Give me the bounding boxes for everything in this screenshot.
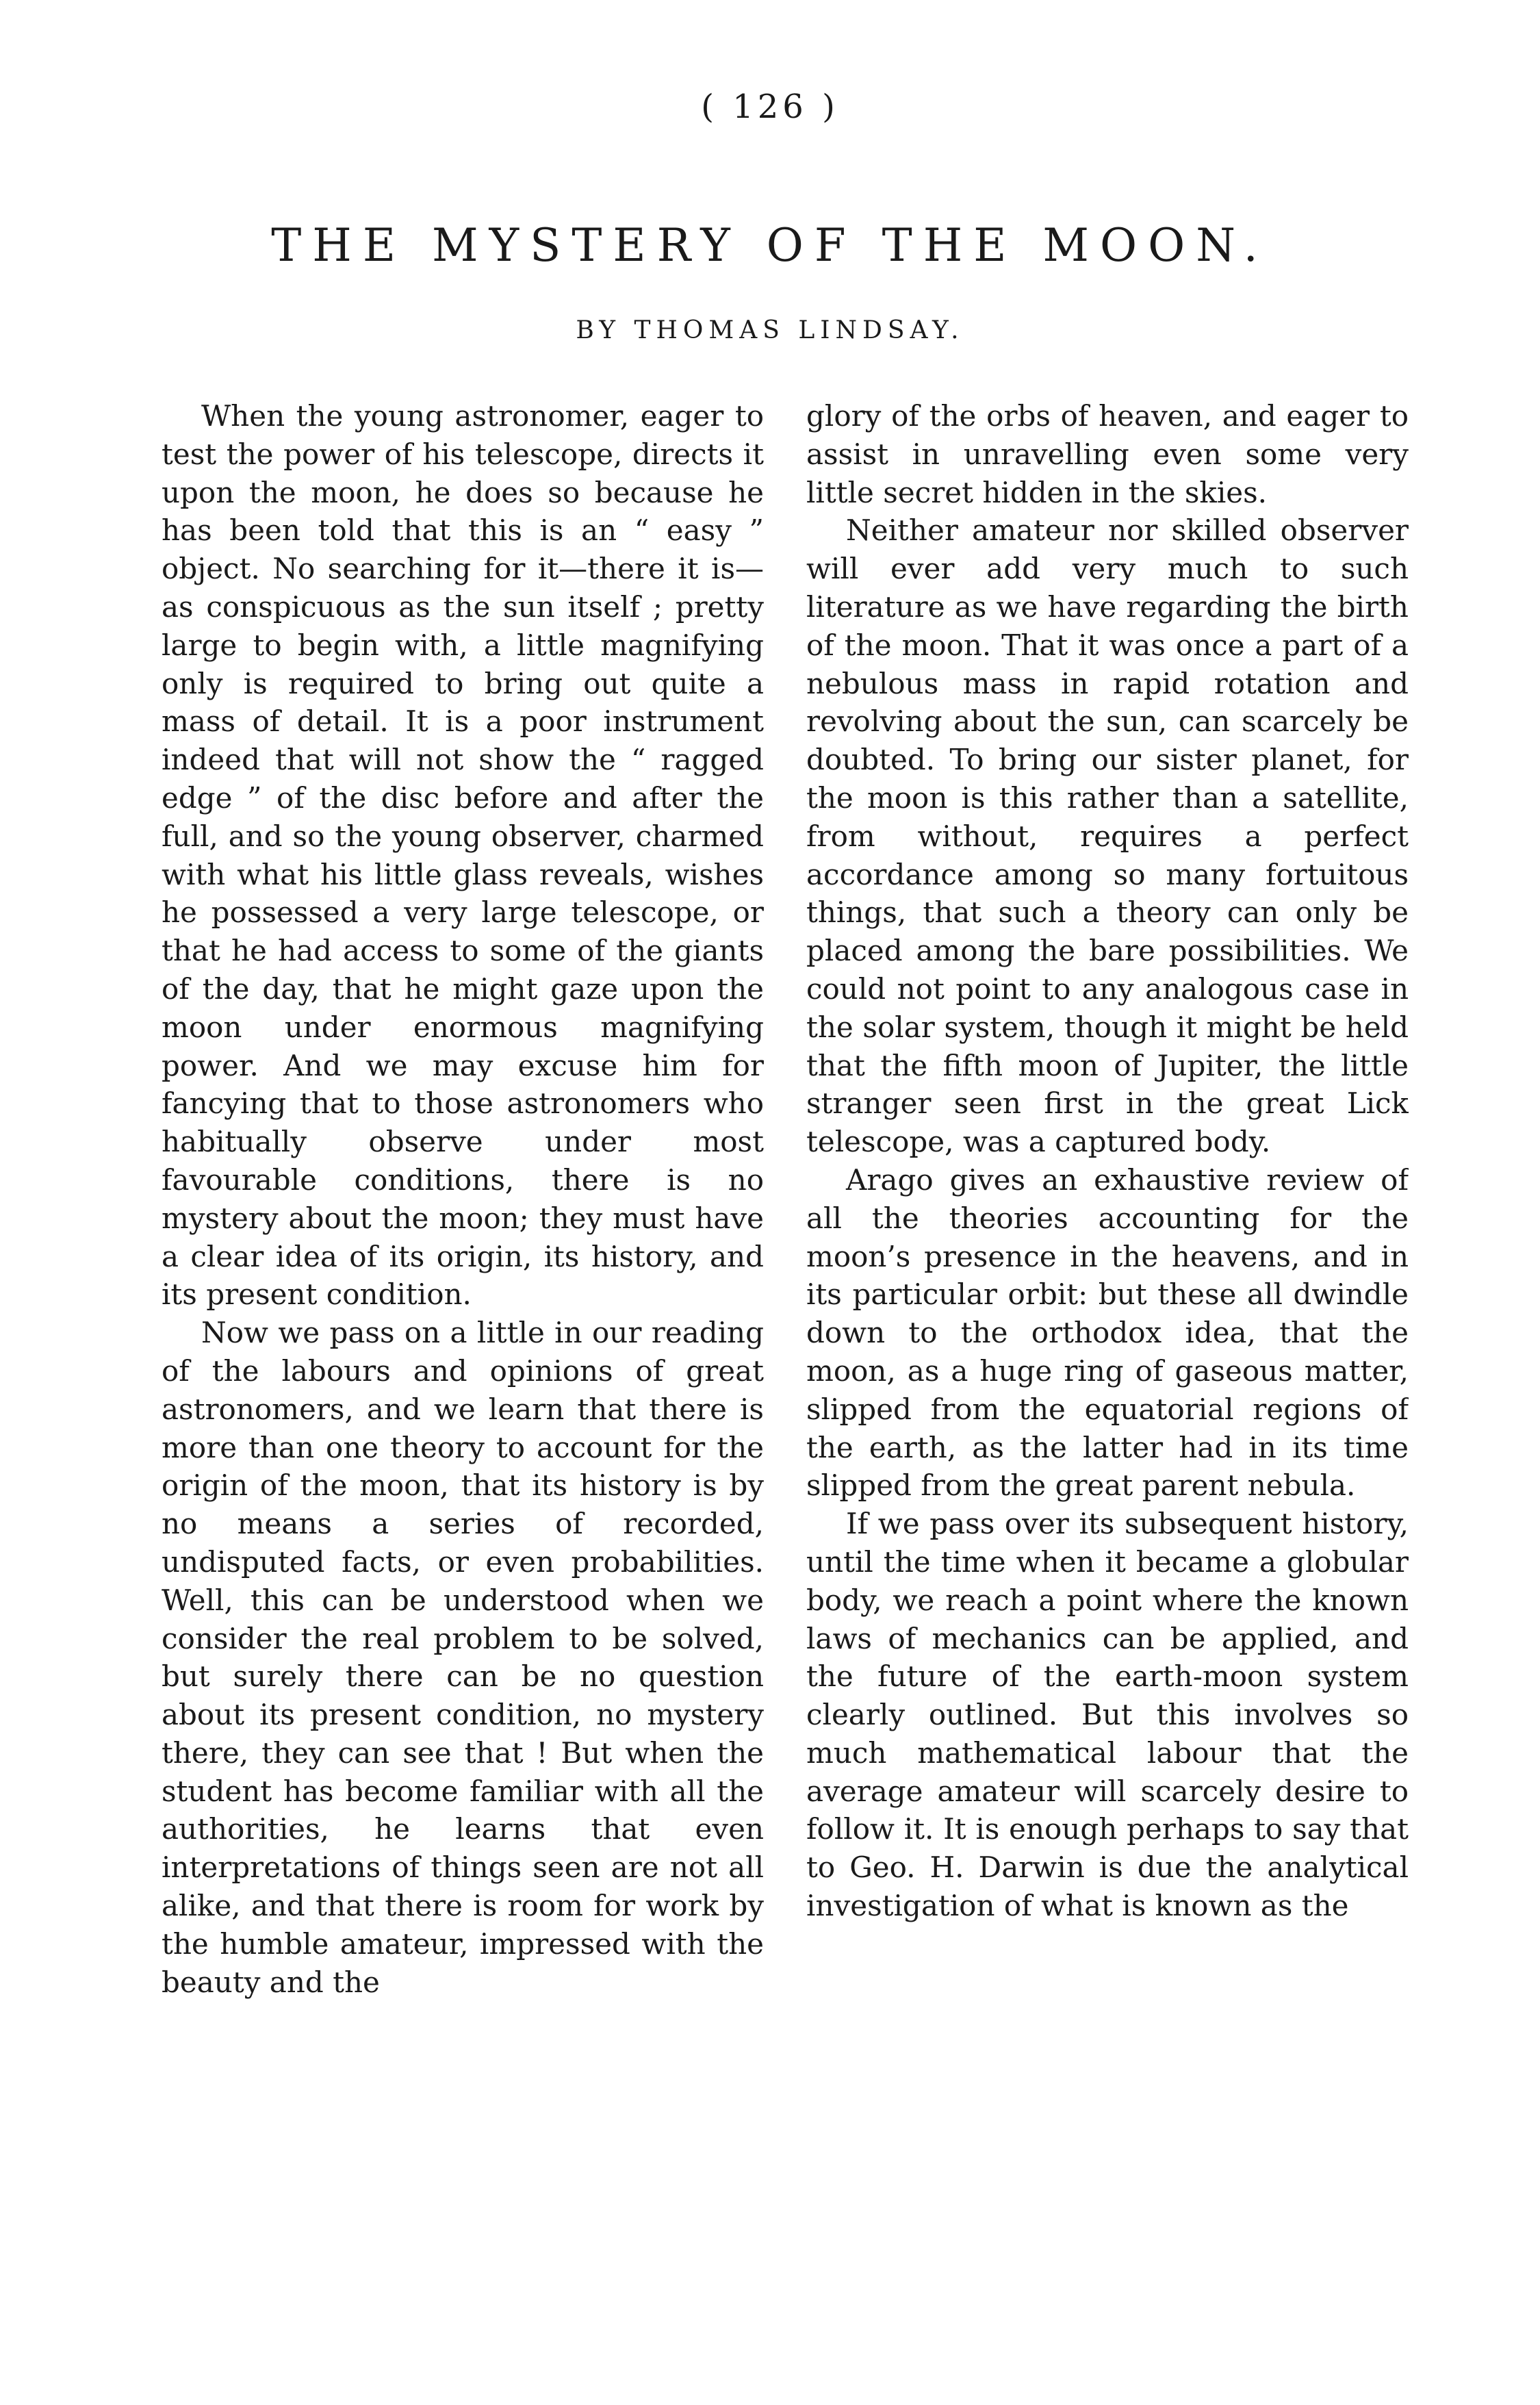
page-number: ( 126 ) (701, 88, 839, 126)
right-column (806, 397, 1409, 2287)
paragraph: If we pass over its subsequent history, until the time when it became a globular body, we reach a point where the known laws of mechanics can be applied, and the future of the earth-moon system clearly outlined. But this involves so much mathematical labour that the average amateur will scarcely desire to follow it. It is enough perhaps to say that to Geo. H. Darwin is due the analytical investigation of what is known as the (806, 1507, 1409, 1923)
article-title: THE MYSTERY OF THE MOON. (271, 219, 1269, 272)
paragraph: Neither amateur nor skilled observer will ever add very much to such literature as we have regarding the birth of the moon. That it was once a part of a nebulous mass in rapid rotation and revolving about the sun, can scarcely be doubted. To bring our sister planet, for the moon is this rather than a satellite, from without, requires a perfect accordance among so many fortuitous things, that such a theory can only be placed among the bare possibilities. We could not point to any analogous case in the solar system, though it might be held that the fifth moon of Jupiter, the little stranger seen first in the great Lick telescope, was a captured body. (806, 513, 1409, 1159)
left-column (162, 397, 764, 2287)
article-byline: BY THOMAS LINDSAY. (576, 316, 964, 344)
paragraph: Arago gives an exhaustive review of all the theories accounting for the moon’s presence in the heavens, and in its particular orbit: but these all dwindle down to the orthodox idea, that the moon, as a huge ring of gaseous matter, slipped from the equatorial regions of the earth, as the latter had in its time slipped from the great parent nebula. (806, 1162, 1409, 1503)
paragraph-continued: glory of the orbs of heaven, and eager to assist in unravelling even some very little secret hidden in the skies. (806, 399, 1409, 509)
paragraph: When the young astronomer, eager to test the power of his telescope, directs it upon the moon, he does so because he has been told that this is an “ easy ” object. No searching for it—there it is—as conspicuous as the sun itself ; pretty large to begin with, a little magnifying only is required to bring out quite a mass of detail. It is a poor instrument indeed that will not show the “ ragged edge ” of the disc before and after the full, and so the young observer, charmed with what his little glass reveals, wishes he possessed a very large telescope, or that he had access to some of the giants of the day, that he might gaze upon the moon under enormous magnifying power. And we may excuse him for fancying that to those astronomers who habitually observe under most favourable conditions, there is no mystery about the moon; they must have a clear idea of its origin, its history, and its present condition. (162, 399, 764, 1312)
paragraph: Now we pass on a little in our reading of the labours and opinions of great astronomers, and we learn that there is more than one theory to account for the origin of the moon, that its history is by no means a series of recorded, undisputed facts, or even probabilities. Well, this can be understood when we consider the real problem to be solved, but surely there can be no question about its present condition, no mystery there, they can see that ! But when the student has become familiar with all the authorities, he learns that even interpretations of things seen are not all alike, and that there is room for work by the humble amateur, impressed with the beauty and the (162, 1316, 764, 1999)
